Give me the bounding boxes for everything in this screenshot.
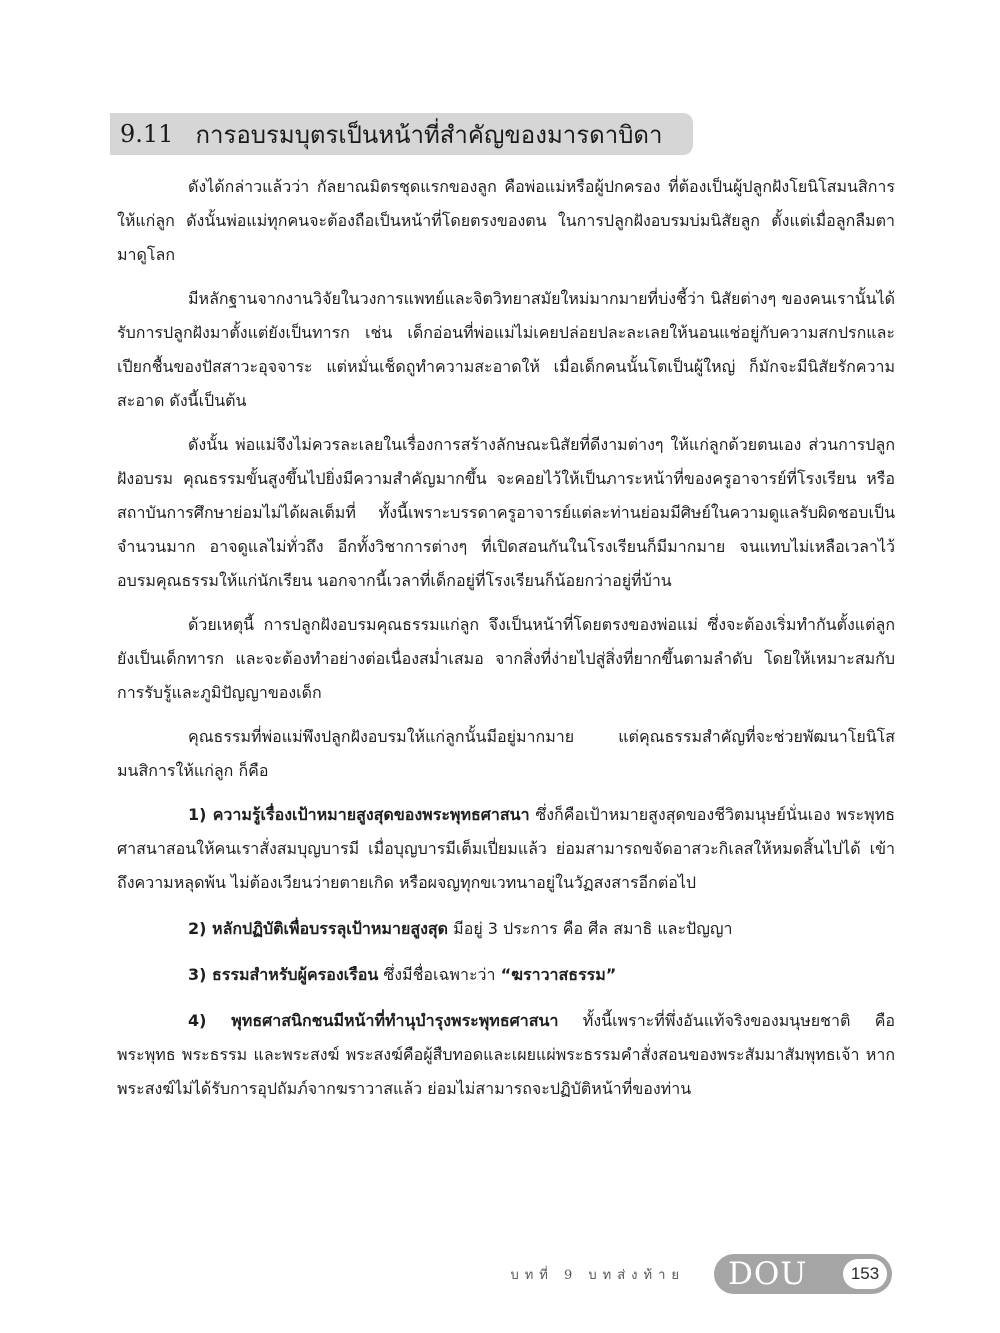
list-item-text: ทั้งนี้เพราะที่พึ่งอันแท้จริงของมนุษยชาติ คือ พระพุทธ พระธรรม และพระสงฆ์ พระสงฆ์คือผู้สืบทอดและเผยแผ่พระธรรมคำสั่งสอนของพระสัมมาสัมพุทธเจ้า หากพระสงฆ์ไม่ได้รับการอุปถัมภ์จากฆราวาสแล้ว ย่อมไม่สามารถจะปฏิบัติหน้าที่ของท่าน bbox=[117, 1011, 896, 1098]
paragraph: คุณธรรมที่พ่อแม่พึงปลูกฝังอบรมให้แก่ลูกนั้นมีอยู่มากมาย แต่คุณธรรมสำคัญที่จะช่วยพัฒนาโยนิโสมนสิการให้แก่ลูก ก็คือ bbox=[117, 727, 895, 780]
page-footer bbox=[0, 1254, 1000, 1294]
list-item-lead: 4) พุทธศาสนิกชนมีหน้าที่ทำนุบำรุงพระพุทธศาสนา bbox=[188, 1011, 559, 1030]
dou-logo: DOU bbox=[728, 1256, 808, 1292]
paragraph: ดังได้กล่าวแล้วว่า กัลยาณมิตรชุดแรกของลูก คือพ่อแม่หรือผู้ปกครอง ที่ต้องเป็นผู้ปลูกฝังโยนิโสมนสิการให้แก่ลูก ดังนั้นพ่อแม่ทุกคนจะต้องถือเป็นหน้าที่โดยตรงของตน ในการปลูกฝังอบรมบ่มนิสัยลูก ตั้งแต่เมื่อลูกลืมตามาดูโลก bbox=[117, 177, 895, 264]
page-number: 153 bbox=[843, 1259, 887, 1289]
list-item-text: ซึ่งก็คือเป้าหมายสูงสุดของชีวิตมนุษย์นั่นเอง พระพุทธศาสนาสอนให้คนเราสั่งสมบุญบารมี เมื่อบุญบารมีเต็มเปี่ยมแล้ว ย่อมสามารถขจัดอาสวะกิเลสให้หมดสิ้นไปได้ เข้าถึงความหลุดพ้น ไม่ต้องเวียนว่ายตายเกิด หรือผจญทุกขเวทนาอยู่ในวัฏสงสารอีกต่อไป bbox=[117, 805, 895, 892]
section-heading bbox=[110, 113, 693, 155]
body-text bbox=[117, 170, 895, 1118]
paragraph: ดังนั้น พ่อแม่จึงไม่ควรละเลยในเรื่องการสร้างลักษณะนิสัยที่ดีงามต่างๆ ให้แก่ลูกด้วยตนเอง ส่วนการปลูกฝังอบรม คุณธรรมขั้นสูงขึ้นไปยิ่งมีความสำคัญมากขึ้น จะคอยไว้ให้เป็นภาระหน้าที่ของครูอาจารย์ที่โรงเรียน หรือสถาบันการศึกษาย่อมไม่ได้ผลเต็มที่ ทั้งนี้เพราะบรรดาครูอาจารย์แต่ละท่านย่อมมีศิษย์ในความดูแลรับผิดชอบเป็นจำนวนมาก อาจดูแลไม่ทั่วถึง อีกทั้งวิชาการต่างๆ ที่เปิดสอนกันในโรงเรียนก็มีมากมาย จนแทบไม่เหลือเวลาไว้อบรมคุณธรรมให้แก่นักเรียน นอกจากนี้เวลาที่เด็กอยู่ที่โรงเรียนก็น้อยกว่าอยู่ที่บ้าน bbox=[117, 435, 895, 590]
list-item-lead: 3) ธรรมสำหรับผู้ครองเรือน bbox=[188, 965, 379, 984]
list-item-text: มีอยู่ 3 ประการ คือ ศีล สมาธิ และปัญญา bbox=[448, 919, 733, 938]
list-item bbox=[117, 798, 895, 900]
list-item-lead: 1) ความรู้เรื่องเป้าหมายสูงสุดของพระพุทธศาสนา bbox=[188, 805, 530, 824]
paragraph: ด้วยเหตุนี้ การปลูกฝังอบรมคุณธรรมแก่ลูก จึงเป็นหน้าที่โดยตรงของพ่อแม่ ซึ่งจะต้องเริ่มทำกันตั้งแต่ลูกยังเป็นเด็กทารก และจะต้องทำอย่างต่อเนื่องสม่ำเสมอ จากสิ่งที่ง่ายไปสู่สิ่งที่ยากขึ้นตามลำดับ โดยให้เหมาะสมกับการรับรู้และภูมิปัญญาของเด็ก bbox=[117, 615, 895, 702]
list-item-text: ซึ่งมีชื่อเฉพาะว่า bbox=[378, 965, 501, 984]
list-item bbox=[117, 958, 895, 992]
footer-badge bbox=[714, 1254, 892, 1294]
list-item bbox=[117, 912, 895, 946]
chapter-label: บทที่ 9 บทส่งท้าย bbox=[510, 1268, 685, 1283]
paragraph: มีหลักฐานจากงานวิจัยในวงการแพทย์และจิตวิทยาสมัยใหม่มากมายที่บ่งชี้ว่า นิสัยต่างๆ ของคนเรานั้นได้รับการปลูกฝังมาตั้งแต่ยังเป็นทารก เช่น เด็กอ่อนที่พ่อแม่ไม่เคยปล่อยปละละเลยให้นอนแช่อยู่กับความสกปรกและเปียกชื้นของปัสสาวะอุจจาระ แต่หมั่นเช็ดถูทำความสะอาดให้ เมื่อเด็กคนนั้นโตเป็นผู้ใหญ่ ก็มักจะมีนิสัยรักความสะอาด ดังนี้เป็นต้น bbox=[117, 289, 895, 410]
list-item-emphasis: “ฆราวาสธรรม” bbox=[500, 965, 617, 984]
section-title: การอบรมบุตรเป็นหน้าที่สำคัญของมารดาบิดา bbox=[195, 120, 663, 149]
section-number: 9.11 bbox=[120, 120, 174, 148]
list-item bbox=[117, 1004, 895, 1106]
list-item-lead: 2) หลักปฏิบัติเพื่อบรรลุเป้าหมายสูงสุด bbox=[188, 919, 449, 938]
